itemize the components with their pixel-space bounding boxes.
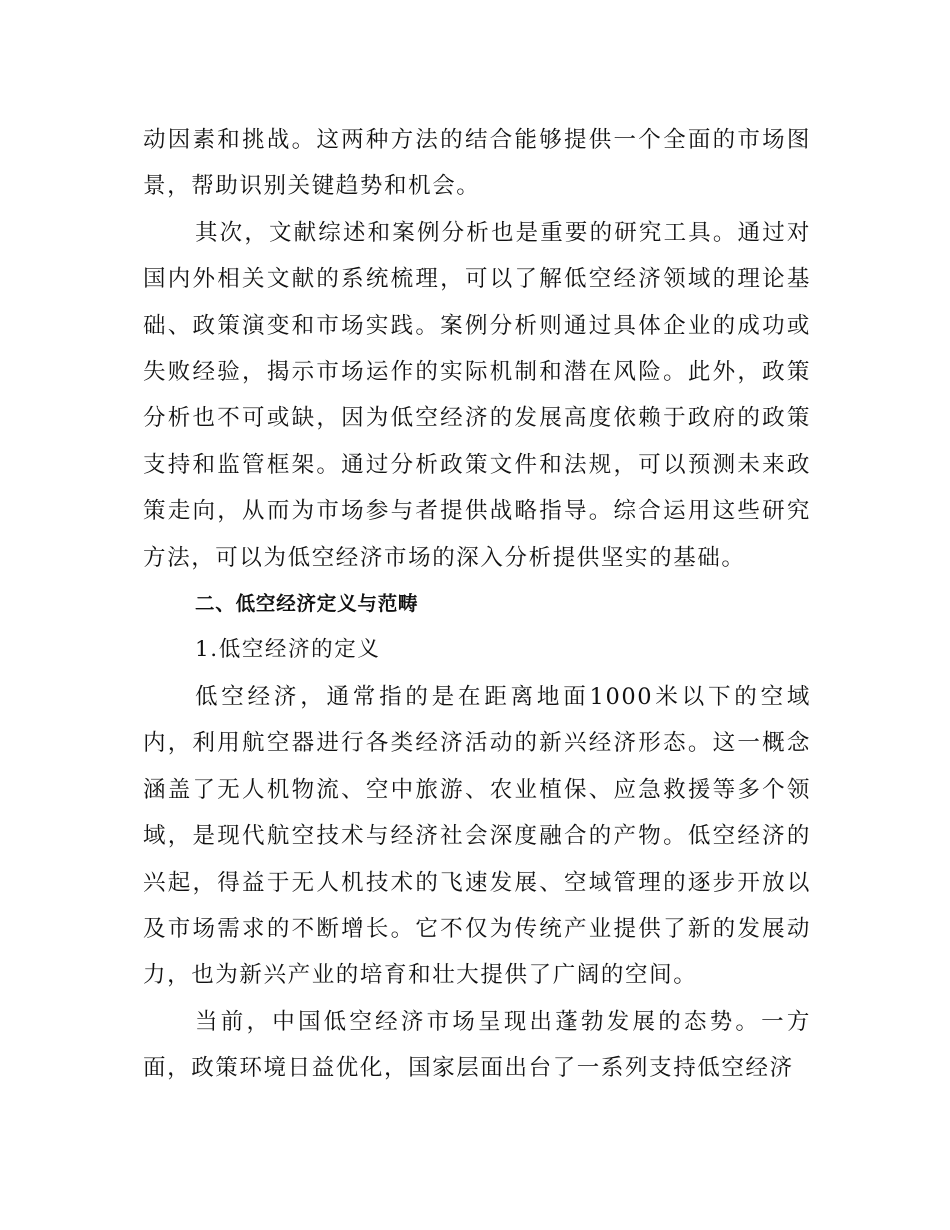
subsection-heading: 1.低空经济的定义	[195, 637, 381, 663]
section-heading: 二、低空经济定义与范畴	[195, 592, 419, 616]
paragraph-definition: 低空经济，通常指的是在距离地面1000米以下的空域内，利用航空器进行各类经济活动的新兴经济形态。这一概念涵盖了无人机物流、空中旅游、农业植保、应急救援等多个领域，是现代航空技术与经济社会深度融合的产物。低空经济的兴起，得益于无人机技术的飞速发展、空域管理的逐步开放以及市场需求的不断增长。它不仅为传统产业提供了新的发展动力，也为新兴产业的培育和壮大提供了广阔的空间。	[143, 683, 811, 989]
document-body	[143, 117, 811, 1092]
paragraph-research-methods: 其次，文献综述和案例分析也是重要的研究工具。通过对国内外相关文献的系统梳理，可以了解低空经济领域的理论基础、政策演变和市场实践。案例分析则通过具体企业的成功或失败经验，揭示市场运作的实际机制和潜在风险。此外，政策分析也不可或缺，因为低空经济的发展高度依赖于政府的政策支持和监管框架。通过分析政策文件和法规，可以预测未来政策走向，从而为市场参与者提供战略指导。综合运用这些研究方法，可以为低空经济市场的深入分析提供坚实的基础。	[143, 219, 811, 571]
paragraph-market-status: 当前，中国低空经济市场呈现出蓬勃发展的态势。一方面，政策环境日益优化，国家层面出台了一系列支持低空经济	[143, 1008, 811, 1082]
paragraph-continuation: 动因素和挑战。这两种方法的结合能够提供一个全面的市场图景，帮助识别关键趋势和机会。	[143, 127, 811, 200]
